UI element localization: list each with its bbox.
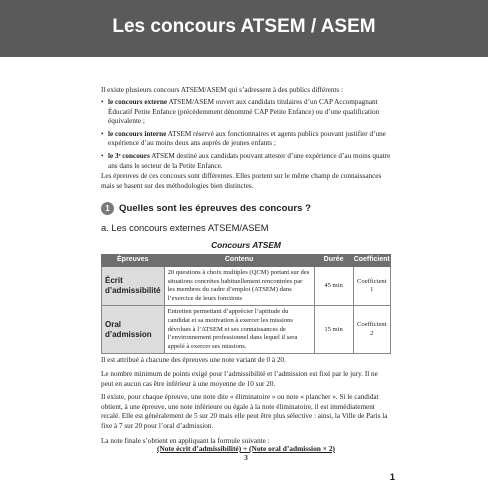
concours-list	[101, 98, 393, 174]
epreuve-cell: Oral d’admission	[102, 306, 165, 354]
page-title: Les concours ATSEM / ASEM	[112, 16, 376, 37]
minimum-paragraph: Le nombre minimum de points exigé pour l’admissibilité et l’admission est fixé par le jury. Il ne peut en aucun cas être inférieur à une moyenne de 10 sur 20.	[101, 370, 378, 388]
duree-cell: 45 min	[314, 267, 353, 306]
column-header: Coefficient	[353, 255, 390, 267]
coefficient-cell: Coefficient 1	[353, 267, 390, 306]
bullet-text: ATSEM/ASEM ouvert aux candidats titulaires d’un CAP Accompagnant Éducatif Petite Enfance (précédemment dénommé CAP Petite Enfance) ou d’une qualification équivalente ;	[108, 98, 380, 126]
contenu-cell: 20 questions à choix multiples (QCM) portant sur des situations concrètes habituellement rencontrées par les membres du cadre d’emploi (ATSEM) dans l’exercice de leurs fonctions	[164, 267, 314, 306]
bullet-bold: le 3ᵉ concours	[108, 151, 150, 160]
list-item	[101, 130, 393, 149]
section-heading	[101, 202, 311, 215]
section-title: Quelles sont les épreuves des concours ?	[119, 203, 311, 214]
contenu-cell: Entretien permettant d’apprécier l’aptitude du candidat et sa motivation à exercer les missions dévolues à l’ATSEM et ses connaissances de l’environnement professionnel dans lequel il sera appelé à exercer ses missions.	[164, 306, 314, 354]
bullet-text: ATSEM réservé aux fonctionnaires et agents publics pouvant justifier d’une expérience d’au moins deux ans auprès de jeunes enfants ;	[108, 129, 386, 148]
column-header: Épreuves	[102, 255, 165, 267]
formula-numerator: (Note écrit d’admissibilité) + (Note oral d’admission × 2)	[157, 444, 335, 453]
bullet-bold: le concours interne	[108, 129, 167, 138]
table-row	[102, 306, 391, 354]
table-title: Concours ATSEM	[211, 240, 281, 250]
column-header: Durée	[314, 255, 353, 267]
epreuves-paragraph: Les épreuves de ces concours sont différentes. Elles portent sur le même champ de connaissances mais se basent sur des méthodologies bien distinctes.	[101, 172, 382, 190]
section-number-badge: 1	[101, 202, 114, 215]
intro-paragraph: Il existe plusieurs concours ATSEM/ASEM qui s’adressent à des publics différents :	[101, 86, 344, 94]
epreuves-table	[101, 254, 391, 354]
final-grade-formula	[101, 444, 391, 462]
list-item	[101, 98, 393, 127]
list-item	[101, 152, 393, 171]
column-header: Contenu	[164, 255, 314, 267]
note-paragraph: Il est attribué à chacune des épreuves une note variant de 0 à 20.	[101, 356, 286, 364]
page-number: 1	[389, 472, 395, 483]
duree-cell: 15 min	[314, 306, 353, 354]
subsection-heading: a. Les concours externes ATSEM/ASEM	[101, 222, 269, 233]
eliminatoire-paragraph: Il existe, pour chaque épreuve, une note dite « éliminatoire » ou note « plancher ». Si le candidat obtient, à une épreuve, une note inférieure ou égale à la note éliminatoire, il est immédiatement recalé. Elle est généralement de 5 sur 20 mais elle peut être plus sélective : ainsi, la Ville de Paris la fixe à 7 sur 20 pour l’oral d’admission.	[101, 393, 388, 430]
title-banner	[0, 0, 488, 57]
formule-paragraph: La note finale s’obtient en appliquant la formule suivante :	[101, 437, 270, 445]
table-header-row	[102, 255, 391, 267]
table-row	[102, 267, 391, 306]
epreuve-cell: Écrit d’admissibilité	[102, 267, 165, 306]
coefficient-cell: Coefficient 2	[353, 306, 390, 354]
formula-denominator: 3	[244, 453, 248, 462]
bullet-text: ATSEM destiné aux candidats pouvant attester d’une expérience d’au moins quatre ans dans le secteur de la Petite Enfance.	[108, 151, 391, 170]
bullet-bold: le concours externe	[108, 98, 168, 106]
